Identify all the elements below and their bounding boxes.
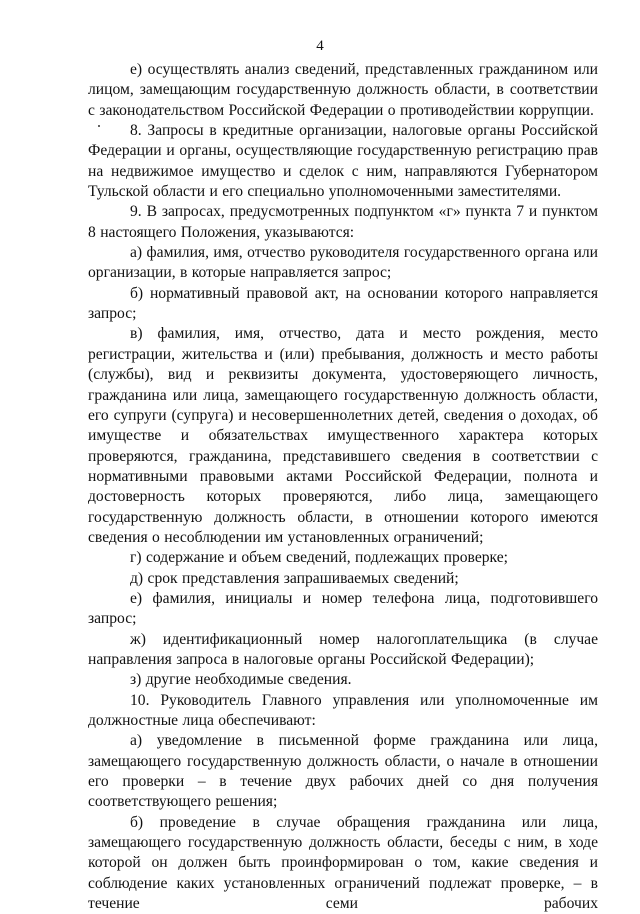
paragraph-8: 8. Запросы в кредитные организации, налоговые органы Российской Федерации и органы, осуществляющие государственную регистрацию прав на недвижимое имущество и сделок с ним, направляются Губернатором Тульской области и его специально уполномоченными заместителями. — [88, 122, 598, 201]
document-body — [88, 60, 598, 914]
paragraph-9v: в) фамилия, имя, отчество, дата и место рождения, место регистрации, жительства и (или) пребывания, должность и место работы (службы), вид и реквизиты документа, удостоверяющего личность, гражданина или лица, замещающего государственную должность области, его супруги (супруга) и несовершеннолетних детей, сведения о доходах, об имуществе и обязательствах имущественного характера которых проверяются, гражданина, представившего сведения в соответствии с нормативными правовыми актами Российской Федерации, полнота и достоверность которых проверяются, либо лица, замещающего государственную должность области, в отношении которого имеются сведения о несоблюдении им установленных ограничений; — [88, 325, 598, 546]
paragraph-9d: д) срок представления запрашиваемых сведений; — [130, 569, 459, 587]
paragraph-9zh: ж) идентификационный номер налогоплательщика (в случае направления запроса в налоговые органы Российской Федерации); — [88, 630, 598, 668]
paragraph-10: 10. Руководитель Главного управления или уполномоченные им должностные лица обеспечивают: — [88, 691, 598, 729]
paragraph-7e: е) осуществлять анализ сведений, представленных гражданином или лицом, замещающим государственную должность области, в соответствии с законодательством Российской Федерации о противодействии коррупции. — [88, 61, 598, 119]
page-number: 4 — [316, 38, 324, 54]
paragraph-9: 9. В запросах, предусмотренных подпунктом «г» пункта 7 и пунктом 8 настоящего Положения, указываются: — [88, 203, 598, 241]
paragraph-10a: а) уведомление в письменной форме гражданина или лица, замещающего государственную должность области, о начале в отношении его проверки – в течение двух рабочих дней со дня получения соответствующего решения; — [88, 732, 598, 811]
paragraph-9b: б) нормативный правовой акт, на основании которого направляется запрос; — [88, 284, 598, 323]
paragraph-10b: б) проведение в случае обращения гражданина или лица, замещающего государственную должность области, беседы с ним, в ходе которой он должен быть проинформирован о том, какие сведения и соблюдение каких установленных ограничений подлежат проверке, – в течение семи рабочих — [88, 813, 598, 913]
paragraph-9g: г) содержание и объем сведений, подлежащих проверке; — [130, 549, 508, 567]
paragraph-9z: з) другие необходимые сведения. — [130, 671, 352, 689]
paragraph-9e: е) фамилия, инициалы и номер телефона лица, подготовившего запрос; — [88, 589, 598, 628]
paragraph-9a: а) фамилия, имя, отчество руководителя государственного органа или организации, в которые направляется запрос; — [88, 244, 598, 282]
